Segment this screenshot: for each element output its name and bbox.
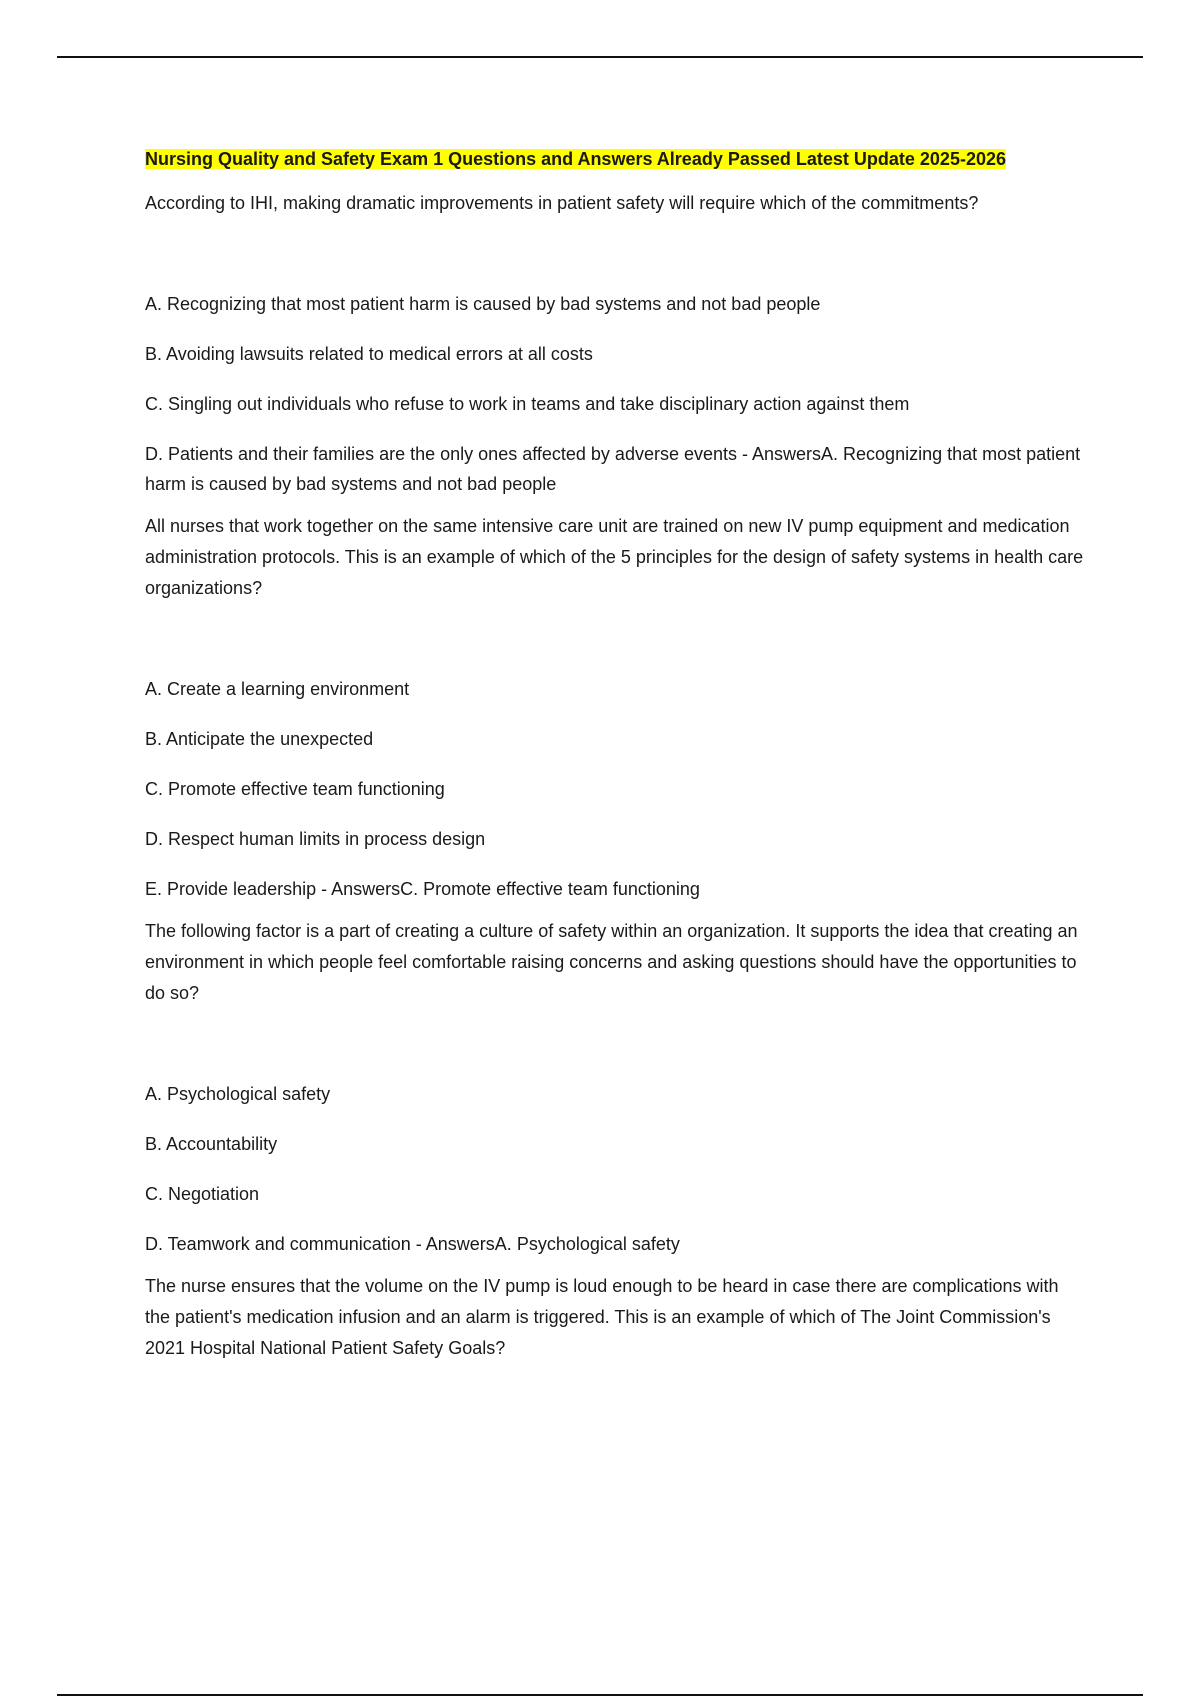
answer-option: A. Recognizing that most patient harm is caused by bad systems and not bad people (145, 294, 821, 314)
answer-option-with-answer: D. Patients and their families are the only ones affected by adverse events - AnswersA. Recognizing that most patient harm is caused by bad systems and not bad people (145, 444, 1081, 494)
answer-option: B. Avoiding lawsuits related to medical errors at all costs (145, 344, 593, 364)
question-block-1 (145, 188, 1085, 499)
answer-option-with-answer: E. Provide leadership - AnswersC. Promote effective team functioning (145, 879, 700, 899)
question-block-2 (145, 511, 1085, 904)
question-text: The following factor is a part of creating a culture of safety within an organization. It supports the idea that creating an environment in which people feel comfortable raising concerns and asking questions should have the opportunities to do so? (145, 921, 1078, 1003)
answer-option: C. Negotiation (145, 1184, 260, 1204)
document-body (145, 144, 1085, 1364)
answer-option: D. Respect human limits in process design (145, 829, 486, 849)
question-text: According to IHI, making dramatic improvements in patient safety will require which of the commitments? (145, 193, 979, 213)
question-text: All nurses that work together on the same intensive care unit are trained on new IV pump equipment and medication administration protocols. This is an example of which of the 5 principles for the design of safety systems in health care organizations? (145, 516, 1084, 598)
answer-option: B. Accountability (145, 1134, 278, 1154)
answer-option: A. Create a learning environment (145, 679, 410, 699)
question-block-4 (145, 1271, 1085, 1364)
question-text: The nurse ensures that the volume on the IV pump is loud enough to be heard in case there are complications with the patient's medication infusion and an alarm is triggered. This is an example of which of The Joint Commission's 2021 Hospital National Patient Safety Goals? (145, 1276, 1059, 1358)
answer-option: B. Anticipate the unexpected (145, 729, 374, 749)
header-rule (57, 56, 1143, 58)
footer-rule (57, 1694, 1143, 1696)
question-block-3 (145, 916, 1085, 1259)
answer-option-with-answer: D. Teamwork and communication - AnswersA. Psychological safety (145, 1234, 680, 1254)
document-title: Nursing Quality and Safety Exam 1 Questions and Answers Already Passed Latest Update 2025-2026 (145, 149, 1006, 169)
answer-option: A. Psychological safety (145, 1084, 331, 1104)
answer-option: C. Promote effective team functioning (145, 779, 445, 799)
answer-option: C. Singling out individuals who refuse to work in teams and take disciplinary action against them (145, 394, 910, 414)
